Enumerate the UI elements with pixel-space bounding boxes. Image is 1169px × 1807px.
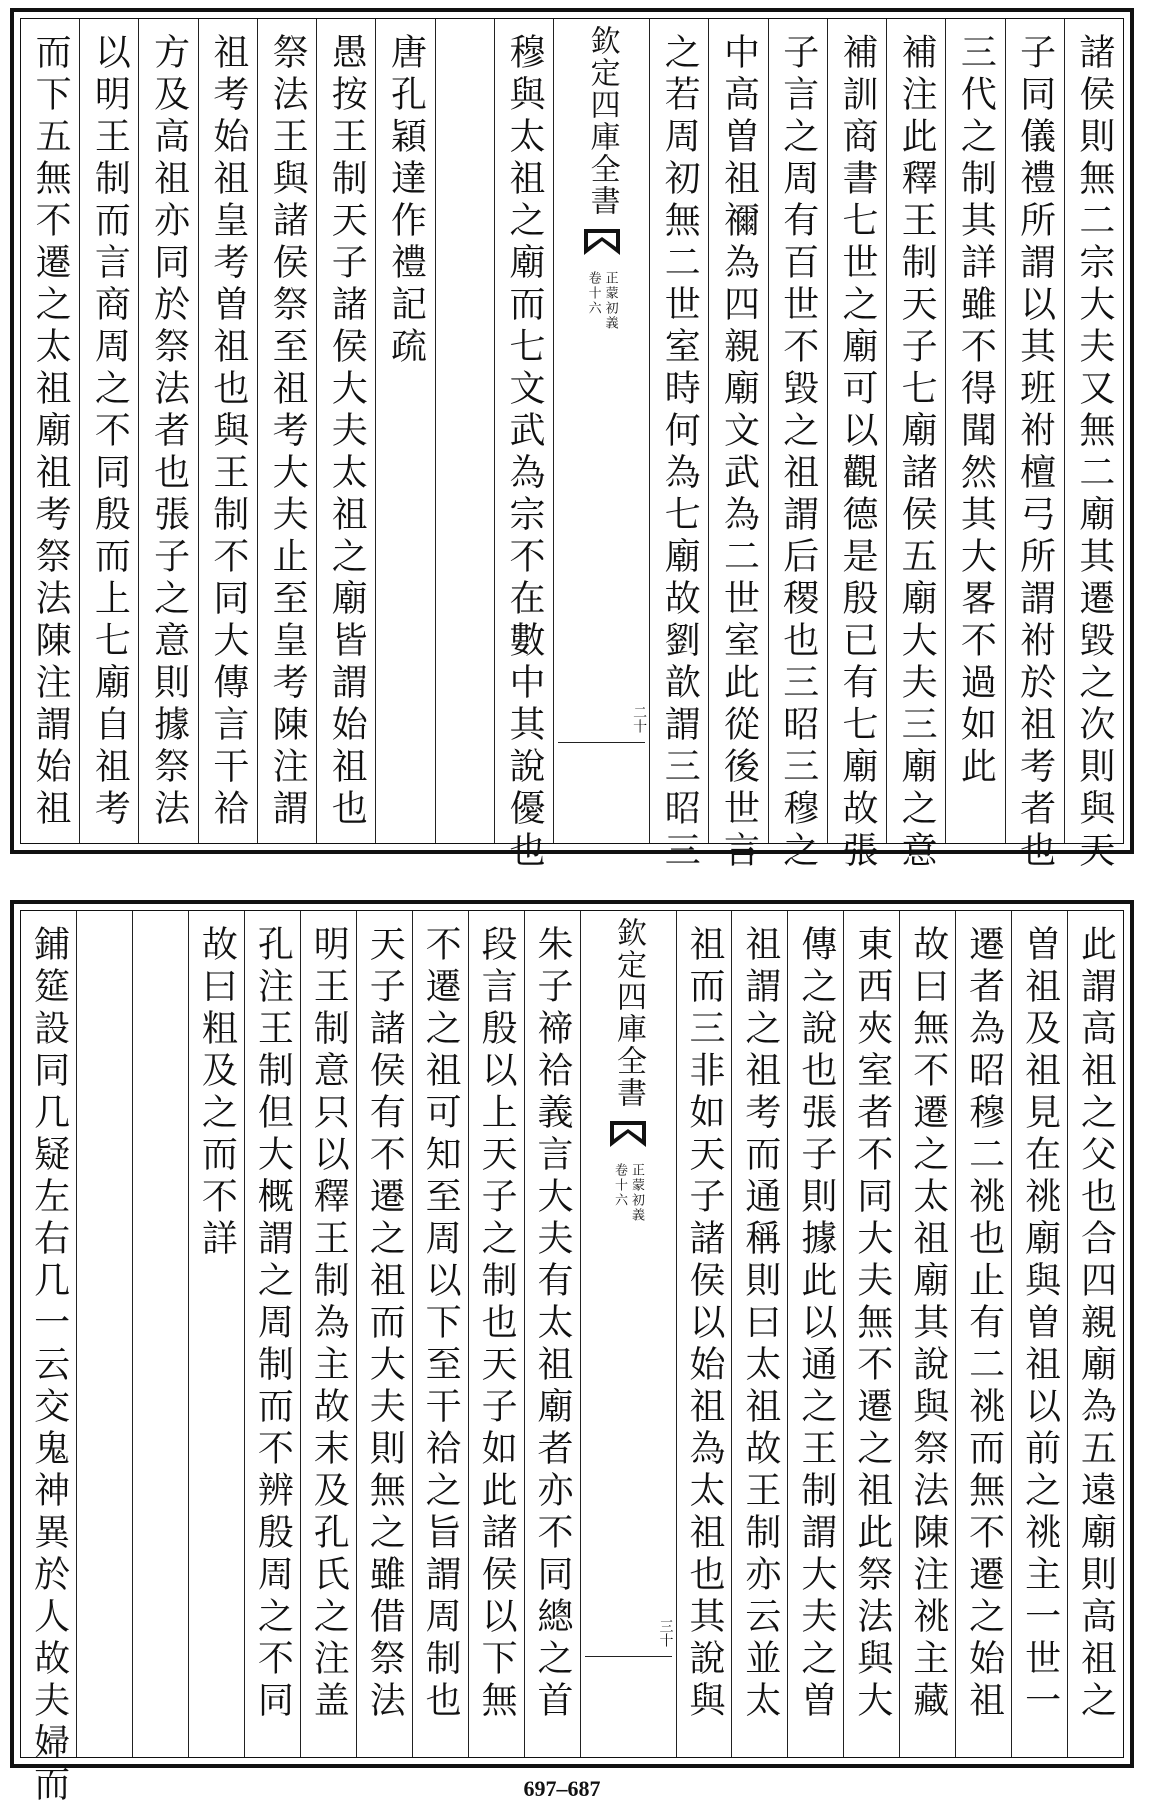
text-column — [1064, 19, 1123, 873]
text-column — [843, 911, 899, 1757]
text-column — [768, 19, 827, 873]
upper-page-frame — [20, 18, 1124, 873]
text-column — [827, 19, 886, 873]
catalog-page-number: 697–687 — [523, 1776, 601, 1801]
text-column — [886, 19, 945, 873]
blank-column — [435, 19, 494, 843]
text-column-content: 而下五無不遷之太祖廟祖考祭法陳注謂始祖 — [30, 33, 72, 831]
text-column — [244, 911, 300, 1757]
blank-column — [76, 911, 132, 1757]
text-column-content: 段言殷以上天子之制也天子如此諸侯以下無 — [476, 925, 518, 1723]
text-column-content: 三代之制其詳雖不得聞然其大畧不過如此 — [955, 33, 997, 789]
text-column-content: 故曰無不遷之太祖廟其說與祭法陳注祧主藏 — [907, 925, 949, 1723]
blank-column — [132, 911, 188, 1757]
text-column-content: 祖而三非如天子諸侯以始祖為太祖也其說與 — [683, 925, 725, 1723]
text-column-content: 子言之周有百世不毀之祖謂后稷也三昭三穆之 — [777, 33, 819, 873]
volume-title: 正蒙初義 — [602, 271, 618, 331]
text-column — [524, 911, 580, 1757]
book-title: 欽定四庫全書 — [611, 917, 646, 1109]
volume-label — [613, 1163, 643, 1223]
text-column-content: 補注此釋王制天子七廟諸侯五廟大夫三廟之意 — [896, 33, 938, 873]
text-column — [955, 911, 1011, 1757]
fish-tail-icon — [608, 1117, 648, 1151]
page-number: 三十 — [657, 1619, 674, 1647]
text-column — [468, 911, 524, 1757]
text-column-content: 遷者為昭穆二祧也止有二祧而無不遷之始祖 — [963, 925, 1005, 1723]
text-column-content: 天子諸侯有不遷之祖而大夫則無之雖借祭法 — [364, 925, 406, 1723]
text-column-content: 諸侯則無二宗大夫又無二廟其遷毀之次則與天 — [1073, 33, 1115, 873]
text-column-content: 愚按王制天子諸侯大夫太祖之廟皆謂始祖也 — [326, 33, 368, 831]
center-fold — [553, 19, 649, 843]
text-column — [899, 911, 955, 1757]
text-column-content: 故曰粗及之而不詳 — [196, 925, 238, 1261]
text-column — [1011, 911, 1067, 1757]
chapter-number: 卷十六 — [612, 1163, 627, 1208]
text-column-content: 祖謂之祖考而通稱則曰太祖故王制亦云並太 — [739, 925, 781, 1723]
text-column — [198, 19, 257, 843]
text-column-content: 此謂高祖之父也合四親廟為五遠廟則高祖之 — [1075, 925, 1117, 1723]
page-number: 二十 — [631, 705, 648, 733]
text-column — [138, 19, 197, 843]
text-column-content: 補訓商書七世之廟可以觀德是殷已有七廟故張 — [836, 33, 878, 873]
text-column-content: 孔注王制但大概謂之周制而不辨殷周之不同 — [252, 925, 294, 1723]
text-column-content: 以明王制而言商周之不同殷而上七廟自祖考 — [89, 33, 131, 831]
text-column-content: 朱子禘祫義言大夫有太祖廟者亦不同總之首 — [532, 925, 574, 1723]
text-column — [300, 911, 356, 1757]
volume-title: 正蒙初義 — [629, 1163, 644, 1223]
text-column-content: 方及高祖亦同於祭法者也張子之意則據祭法 — [148, 33, 190, 831]
text-column — [412, 911, 468, 1757]
book-title: 欽定四庫全書 — [584, 25, 620, 217]
text-column — [188, 911, 244, 1757]
text-column-content: 之若周初無二世室時何為七廟故劉歆謂三昭三 — [659, 33, 701, 873]
upper-page — [10, 8, 1134, 873]
text-column-content: 曽祖及祖見在祧廟與曽祖以前之祧主一世一 — [1019, 925, 1061, 1723]
divider — [585, 1656, 672, 1657]
text-column — [649, 19, 708, 873]
text-column — [1067, 911, 1123, 1757]
text-column — [708, 19, 767, 873]
text-column — [316, 19, 375, 843]
text-column — [731, 911, 787, 1757]
text-column-content: 東西夾室者不同大夫無不遷之祖此祭法與大 — [851, 925, 893, 1723]
text-column — [21, 19, 79, 843]
text-column-content: 傳之說也張子則據此以通之王制謂大夫之曽 — [795, 925, 837, 1723]
text-column — [356, 911, 412, 1757]
volume-label — [587, 271, 617, 331]
center-fold — [580, 911, 676, 1757]
text-column-content: 不遷之祖可知至周以下至干祫之旨謂周制也 — [420, 925, 462, 1723]
text-column — [1005, 19, 1064, 873]
text-column-content: 中高曽祖禰為四親廟文武為二世室此從後世言 — [718, 33, 760, 873]
text-column-content: 祖考始祖皇考曽祖也與王制不同大傳言干祫 — [207, 33, 249, 831]
text-column — [79, 19, 138, 843]
text-column-content: 唐孔穎達作禮記疏 — [385, 33, 427, 369]
text-column-content: 穆與太祖之廟而七文武為宗不在數中其說優也 — [504, 33, 545, 873]
text-column-content: 祭法王與諸侯祭至祖考大夫止至皇考陳注謂 — [267, 33, 309, 831]
text-column-content: 明王制意只以釋王制為主故末及孔氏之注盖 — [308, 925, 350, 1723]
text-column-content: 子同儀禮所謂以其班祔檀弓所謂祔於祖考者也 — [1014, 33, 1056, 873]
text-column — [375, 19, 434, 843]
text-column — [257, 19, 316, 843]
text-column — [494, 19, 553, 873]
text-column — [787, 911, 843, 1757]
divider — [558, 742, 645, 743]
text-column — [676, 911, 732, 1757]
text-column-content: 鋪筵設同几疑左右几一云交鬼神異於人故夫婦而 — [28, 925, 70, 1807]
chapter-number: 卷十六 — [585, 271, 601, 316]
text-column — [21, 911, 76, 1807]
fish-tail-icon — [582, 225, 622, 259]
text-column — [945, 19, 1004, 843]
